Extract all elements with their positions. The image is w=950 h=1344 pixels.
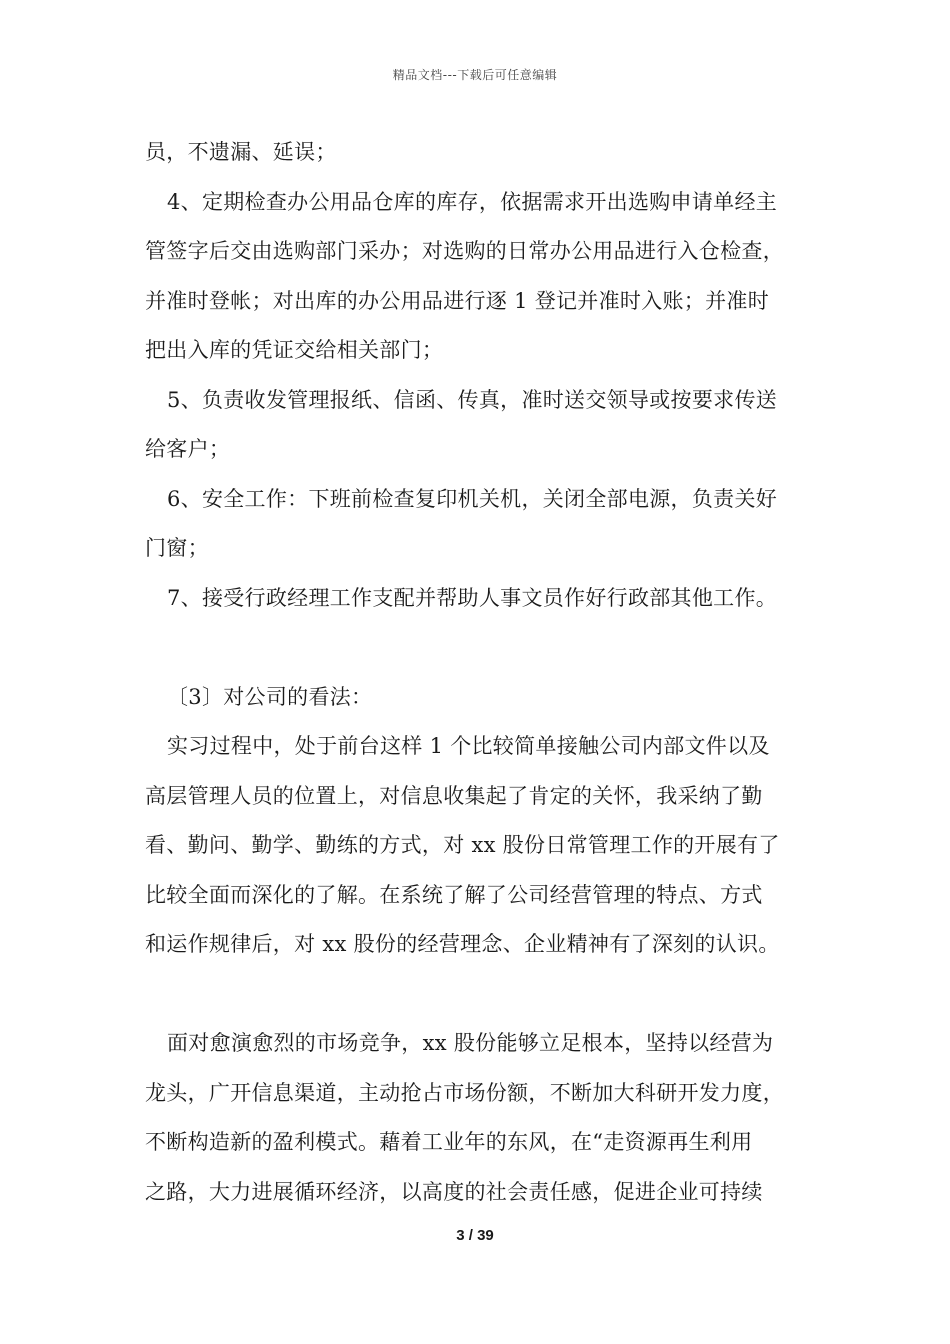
text-line: 比较全面而深化的了解。在系统了解了公司经营管理的特点、方式 xyxy=(145,882,763,907)
text-line: 并准时登帐；对出库的办公用品进行逐 1 登记并准时入账；并准时 xyxy=(145,288,770,313)
text-line: 员，不遗漏、延误； xyxy=(145,140,337,164)
list-item-6: 6、安全工作：下班前检查复印机关机，关闭全部电源，负责关好 xyxy=(167,486,778,511)
page-total: 39 xyxy=(477,1227,494,1244)
page-number xyxy=(0,1227,950,1244)
page-current: 3 xyxy=(456,1227,465,1244)
paragraph-start: 实习过程中，处于前台这样 1 个比较简单接触公司内部文件以及 xyxy=(167,734,770,758)
text-line: 和运作规律后，对 xx 股份的经营理念、企业精神有了深刻的认识。 xyxy=(145,932,780,956)
text-line: 高层管理人员的位置上，对信息收集起了肯定的关怀，我采纳了勤 xyxy=(145,783,763,808)
document-body xyxy=(145,128,825,1217)
list-item-4: 4、定期检查办公用品仓库的库存，依据需求开出选购申请单经主 xyxy=(167,189,778,214)
text-line: 之路，大力进展循环经济，以高度的社会责任感，促进企业可持续 xyxy=(145,1179,763,1204)
paragraph-start: 面对愈演愈烈的市场竞争，xx 股份能够立足根本，坚持以经营为 xyxy=(167,1031,774,1055)
list-item-5: 5、负责收发管理报纸、信函、传真，准时送交领导或按要求传送 xyxy=(167,387,778,412)
text-line: 管签字后交由选购部门采办；对选购的日常办公用品进行入仓检查， xyxy=(145,239,784,263)
text-line: 看、勤问、勤学、勤练的方式，对 xx 股份日常管理工作的开展有了 xyxy=(145,833,780,857)
text-line: 门窗； xyxy=(145,536,209,560)
page-separator: / xyxy=(464,1227,478,1244)
list-item-7: 7、接受行政经理工作支配并帮助人事文员作好行政部其他工作。 xyxy=(167,585,778,610)
text-line: 给客户； xyxy=(145,437,231,461)
section-heading: 〔3〕对公司的看法： xyxy=(167,684,373,709)
page-header: 精品文档---下载后可任意编辑 xyxy=(392,68,558,82)
text-line: 龙头，广开信息渠道，主动抢占市场份额，不断加大科研开发力度， xyxy=(145,1080,784,1105)
text-line: 不断构造新的盈利模式。藉着工业年的东风，在“走资源再生利用 xyxy=(145,1130,753,1154)
paragraph-gap xyxy=(145,970,825,1020)
text-line: 把出入库的凭证交给相关部门； xyxy=(145,338,444,362)
paragraph-gap xyxy=(145,623,825,673)
